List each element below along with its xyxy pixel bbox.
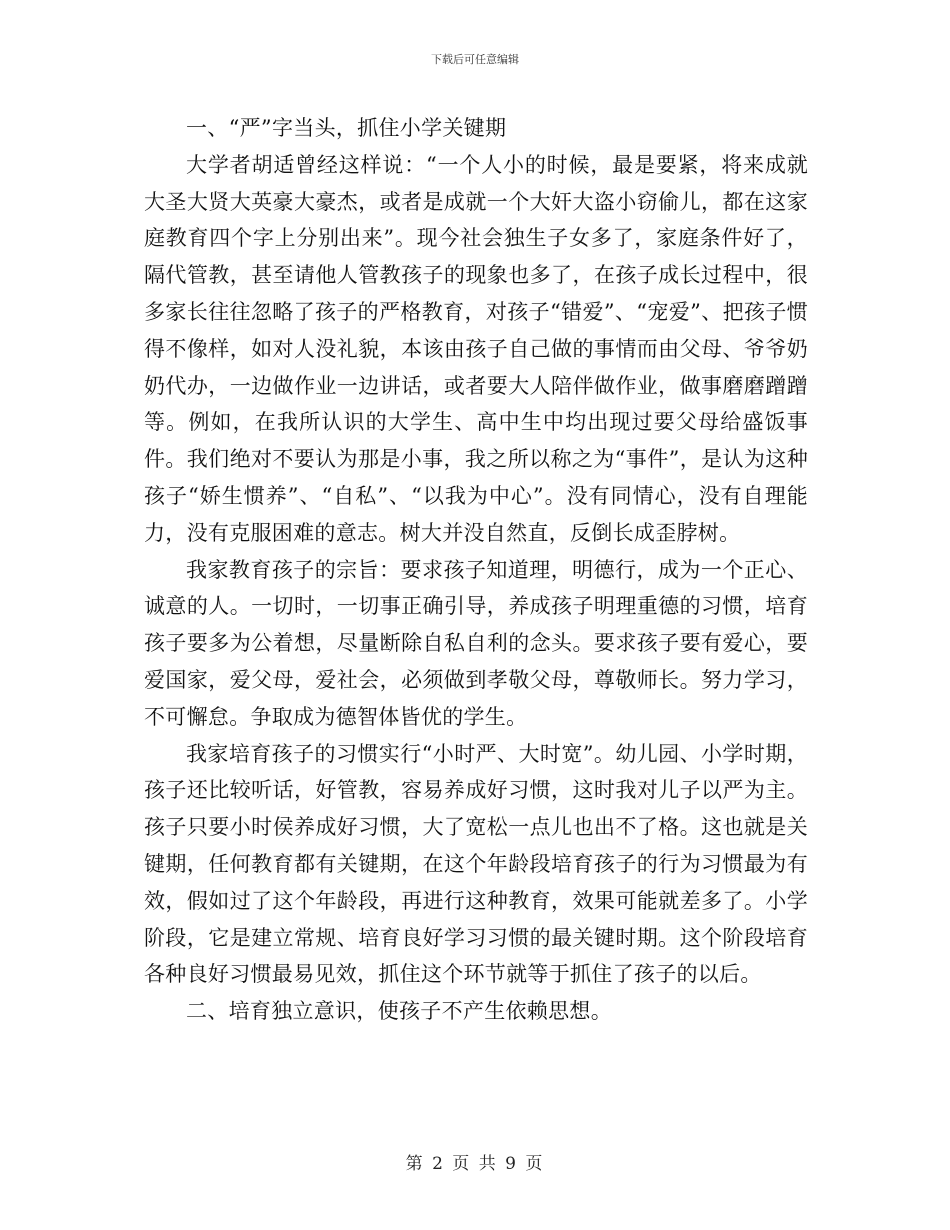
page-number: 第 2 页 共 9 页 [405, 1154, 545, 1174]
body-paragraph: 我家培育孩子的习惯实行“小时严、大时宽”。幼儿园、小学时期，孩子还比较听话，好管教，容易养成好习惯，这时我对儿子以严为主。孩子只要小时侯养成好习惯，大了宽松一点儿也出不了格。这也就是关键期，任何教育都有关键期，在这个年龄段培育孩子的行为习惯最为有效，假如过了这个年龄段，再进行这种教育，效果可能就差多了。小学阶段，它是建立常规、培育良好学习习惯的最关键时期。这个阶段培育各种良好习惯最易见效，抓住这个环节就等于抓住了孩子的以后。 [144, 741, 808, 987]
section-heading-1: 一、“严”字当头，抓住小学关键期 [186, 116, 507, 140]
body-paragraph: 我家教育孩子的宗旨：要求孩子知道理，明德行，成为一个正心、诚意的人。一切时，一切事正确引导，养成孩子明理重德的习惯，培育孩子要多为公着想，尽量断除自私自利的念头。要求孩子要有爱心，要爱国家，爱父母，爱社会，必须做到孝敬父母，尊敬师长。努力学习，不可懈怠。争取成为德智体皆优的学生。 [144, 557, 808, 729]
section-heading-2: 二、培育独立意识，使孩子不产生依赖思想。 [186, 999, 612, 1024]
page-header-note: 下载后可任意编辑 [431, 53, 519, 66]
body-paragraph: 大学者胡适曾经这样说：“一个人小的时候，最是要紧，将来成就大圣大贤大英豪大豪杰，或者是成就一个大奸大盗小窃偷儿，都在这家庭教育四个字上分别出来”。现今社会独生子女多了，家庭条件好了，隔代管教，甚至请他人管教孩子的现象也多了，在孩子成长过程中，很多家长往往忽略了孩子的严格教育，对孩子“错爱”、“宠爱”、把孩子惯得不像样，如对人没礼貌，本该由孩子自己做的事情而由父母、爷爷奶奶代办，一边做作业一边讲话，或者要大人陪伴做作业，做事磨磨蹭蹭等。例如，在我所认识的大学生、高中生中均出现过要父母给盛饭事件。我们绝对不要认为那是小事，我之所以称之为“事件”，是认为这种孩子“娇生惯养”、“自私”、“以我为中心”。没有同情心，没有自理能力，没有克服困难的意志。树大并没自然直，反倒长成歪脖树。 [144, 152, 808, 545]
document-body [144, 110, 808, 1030]
